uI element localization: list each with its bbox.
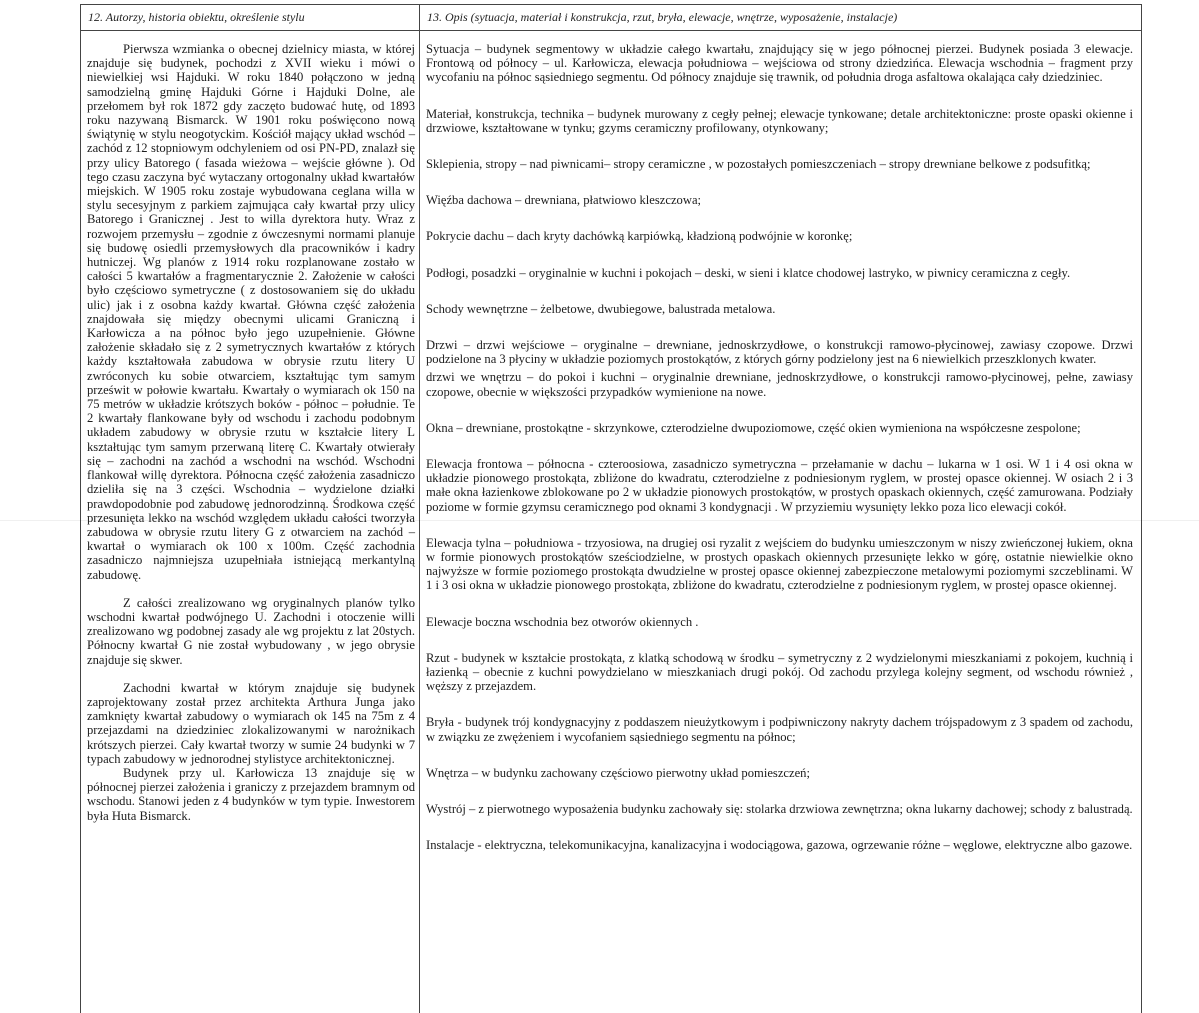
desc-mass: Bryła - budynek trój kondygnacyjny z poddaszem nieużytkowym i podpiwniczony nakryty dachem trójspadowym z 3 spadem od zachodu, w związku ze zwężeniem i wycofaniem sąsiedniego segmentu na północ;: [426, 715, 1133, 744]
history-column: [87, 42, 415, 823]
history-paragraph-3: Zachodni kwartał w którym znajduje się budynek zaprojektowany został przez architekta Arthura Junga jako zamknięty kwartał zabudowy o wymiarach ok 145 na 75m z 4 przejazdami na dziedziniec zlokalizowanymi w narożnikach krótszych pierzei. Cały kwartał tworzy w sumie 24 budynki w 7 typach zabudowy w jednorodnej stylistyce architektonicznej.: [87, 680, 415, 766]
right-column-header: 13. Opis (sytuacja, materiał i konstrukcja, rzut, bryła, elewacje, wnętrze, wyposażenie, instalacje): [427, 10, 898, 24]
desc-rear-elevation: Elewacja tylna – południowa - trzyosiowa, na drugiej osi ryzalit z wejściem do budynku umieszczonym w niszy zwieńczonej łukiem, okna w formie pionowych prostokątów sześciodzielne, w prostych opaskach okiennych przesunięte lekko w górę, ostatnie niewielkie okno najwyższe w formie poziomego prostokąta dwudzielne w prostej opasce okiennej zabezpieczone metalowymi poziomymi szczeblinami. W 1 i 3 osi okna w układzie pionowego prostokąta, zbliżone do kwadratu, czterodzielne z podniesionym ryglem, w prostej opasce okiennej.: [426, 535, 1133, 593]
desc-roof-truss: Więźba dachowa – drewniana, płatwiowo kleszczowa;: [426, 193, 702, 208]
history-paragraph-4: Budynek przy ul. Karłowicza 13 znajduje się w północnej pierzei założenia i graniczy z przejazdem bramnym od wschodu. Stanowi jeden z 4 budynków w tym typie. Inwestorem była Huta Bismarck.: [87, 765, 415, 823]
desc-floor-plan: Rzut - budynek w kształcie prostokąta, z klatką schodową w środku – symetryczny z 2 wydzielonymi mieszkaniami z pokojem, kuchnią i łazienką – obecnie z kuchni powydzielano w mieszkaniach drugi pokój. Od zachodu przylega kolejny segment, od wschodu również , węższy z przejazdem.: [426, 650, 1133, 694]
description-column: [426, 42, 1133, 853]
top-border: [80, 4, 1142, 5]
desc-roofing: Pokrycie dachu – dach kryty dachówką karpiówką, kładzioną podwójnie w koronkę;: [426, 229, 853, 244]
history-paragraph-2: Z całości zrealizowano wg oryginalnych planów tylko wschodni kwartał podwójnego U. Zachodni i otoczenie willi zrealizowano wg podobnej zasady ale wg projektu z lat 20stych. Północny kwartał G nie został wybudowany , w jego obrysie znajduje się skwer.: [87, 595, 415, 667]
desc-side-elevation: Elewacje boczna wschodnia bez otworów okiennych .: [426, 614, 699, 629]
desc-doors: Drzwi – drzwi wejściowe – oryginalne – drewniane, jednoskrzydłowe, o konstrukcji ramowo-płycinowej, zawiasy czopowe. Drzwi podzielone na 3 płyciny w układzie poziomych prostokątów, z których górny podzielony jest na 6 niewielkich przeszklonych kwater.: [426, 338, 1133, 367]
history-paragraph-1: Pierwsza wzmianka o obecnej dzielnicy miasta, w której znajduje się budynek, pochodzi z XVII wieku i mówi o niewielkiej wsi Hajduki. W roku 1840 połączono w jedną samodzielną gminę Hajduki Górne i Hajduki Dolne, ale przełomem był rok 1872 gdy zaczęto budować hutę, od 1893 roku nazywaną Bismarck. W 1901 roku poświęcono nową świątynię w stylu neogotyckim. Kościół mający układ wschód – zachód z 12 stopniowym odchyleniem od osi PN-PD, znalazł się przy ulicy Batorego ( fasada wieżowa – wejście główne ). Od tego czasu zaczyna być wytaczany ortogonalny układ kwartałów miejskich. W 1905 roku zostaje wybudowana ceglana willa w stylu secesyjnym z parkiem zajmująca cały kwartał przy ulicy Batorego i Granicznej . Jest to willa dyrektora huty. Wraz z rozwojem przemysłu – zgodnie z ówczesnymi normami planuje się budowę osiedli przemysłowych dla pracowników i kadry hutniczej. Wg planów z 1914 roku rozplanowane zostało w całości 5 kwartałów a fragmentarycznie 2. Założenie w całości było częściowo symetryczne ( z dostosowaniem się do układu ulic) jak i z osobna każdy kwartał. Główna część założenia znajdowała się między obecnymi ulicami Graniczną i Karłowicza a na północ było jego uzupełnienie. Główne założenie składało się z 2 symetrycznych kwartałów z których każdy kształtowała zabudowa w obrysie rzutu litery U zwróconych ku sobie otwarciem, kształtując tym samym prześwit w połowie kwartału. Kwartały o wymiarach ok 150 na 75 metrów w układzie krótszych boków - północ – południe. Te 2 kwartały flankowane były od wschodu i zachodu podobnym układem zabudowy w obrysie rzutu w kształcie litery L kształtując tym samym przerwaną literę C. Kwartały otwierały się – zachodni na zachód a wschodni na wschód. Wschodni flankował willę dyrektora. Północna część założenia zasadniczo dzieliła się na 3 części. Wschodnia – wydzielone działki prawdopodobnie pod zabudowę jednorodzinną. Środkowa część przesunięta lekko na wschód względem układu całości tworzyła zabudowa w obrysie rzutu litery G z otwarciem na zachód – kwartał o wymiarach ok 100 x 100m. Część zachodnia zasadniczo najmniejsza uzupełniała istniejącą merkantylną zabudowę.: [87, 42, 415, 582]
desc-situation: Sytuacja – budynek segmentowy w układzie całego kwartału, znajdujący się w jego północnej pierzei. Budynek posiada 3 elewacje. Frontową od północy – ul. Karłowicza, elewacja południowa – wejściowa od strony dziedzińca. Elewacja wschodnia – fragment przy wycofaniu na północ sąsiedniego segmentu. Od północy znajduje się trawnik, od południa droga asfaltowa okalająca cały dziedziniec.: [426, 42, 1133, 85]
desc-material: Materiał, konstrukcja, technika – budynek murowany z cegły pełnej; elewacje tynkowane; detale architektoniczne: proste opaski okienne i drzwiowe, kształtowane w tynku; gzyms ceramiczny profilowany, otynkowany;: [426, 106, 1133, 135]
right-border: [1141, 4, 1142, 1013]
desc-ceilings: Sklepienia, stropy – nad piwnicami– stropy ceramiczne , w pozostałych pomieszczeniach – stropy drewniane belkowe z podsufitką;: [426, 157, 1091, 172]
left-border: [80, 4, 81, 1013]
desc-front-elevation: Elewacja frontowa – północna - czteroosiowa, zasadniczo symetryczna – przełamanie w dachu – lukarna w 1 osi. W 1 i 4 osi okna w układzie pionowego prostokąta, zbliżone do kwadratu, czterodzielne z podniesionym ryglem, w prostej opasce okiennej. W osiach 2 i 3 małe okna łazienkowe zblokowane po 2 w układzie pionowych prostokątów, w prostych opaskach okiennych, część zamurowana. Podziały poziome w formie gzymsu ceramicznego pod oknami 3 kondygnacji . W przyziemiu wysunięty lekko poza lico elewacji cokół.: [426, 457, 1133, 514]
left-column-header: 12. Autorzy, historia obiektu, określenie stylu: [88, 10, 305, 24]
header-bottom-border: [80, 30, 1142, 31]
desc-interior-doors: drzwi we wnętrzu – do pokoi i kuchni – oryginalnie drewniane, jednoskrzydłowe, o konstrukcji ramowo-płycinowej, pełne, zawiasy czopowe, obecnie w większości przypadków wymienione na nowe.: [426, 370, 1133, 399]
desc-interiors: Wnętrza – w budynku zachowany częściowo pierwotny układ pomieszczeń;: [426, 765, 810, 780]
desc-floors: Podłogi, posadzki – oryginalnie w kuchni i pokojach – deski, w sieni i klatce chodowej lastryko, w piwnicy ceramiczna z cegły.: [426, 265, 1071, 280]
desc-installations: Instalacje - elektryczna, telekomunikacyjna, kanalizacyjna i wodociągowa, gazowa, ogrzewanie różne – węglowe, elektryczne albo gazowe.: [426, 838, 1133, 853]
desc-windows: Okna – drewniane, prostokątne - skrzynkowe, czterodzielne dwupoziomowe, część okien wymieniona na współczesne zespolone;: [426, 420, 1081, 435]
column-divider: [419, 4, 420, 1013]
desc-stairs: Schody wewnętrzne – żelbetowe, dwubiegowe, balustrada metalowa.: [426, 301, 776, 316]
desc-decor: Wystrój – z pierwotnego wyposażenia budynku zachowały się: stolarka drzwiowa zewnętrzna; okna lukarny dachowej; schody z balustradą.: [426, 802, 1133, 817]
